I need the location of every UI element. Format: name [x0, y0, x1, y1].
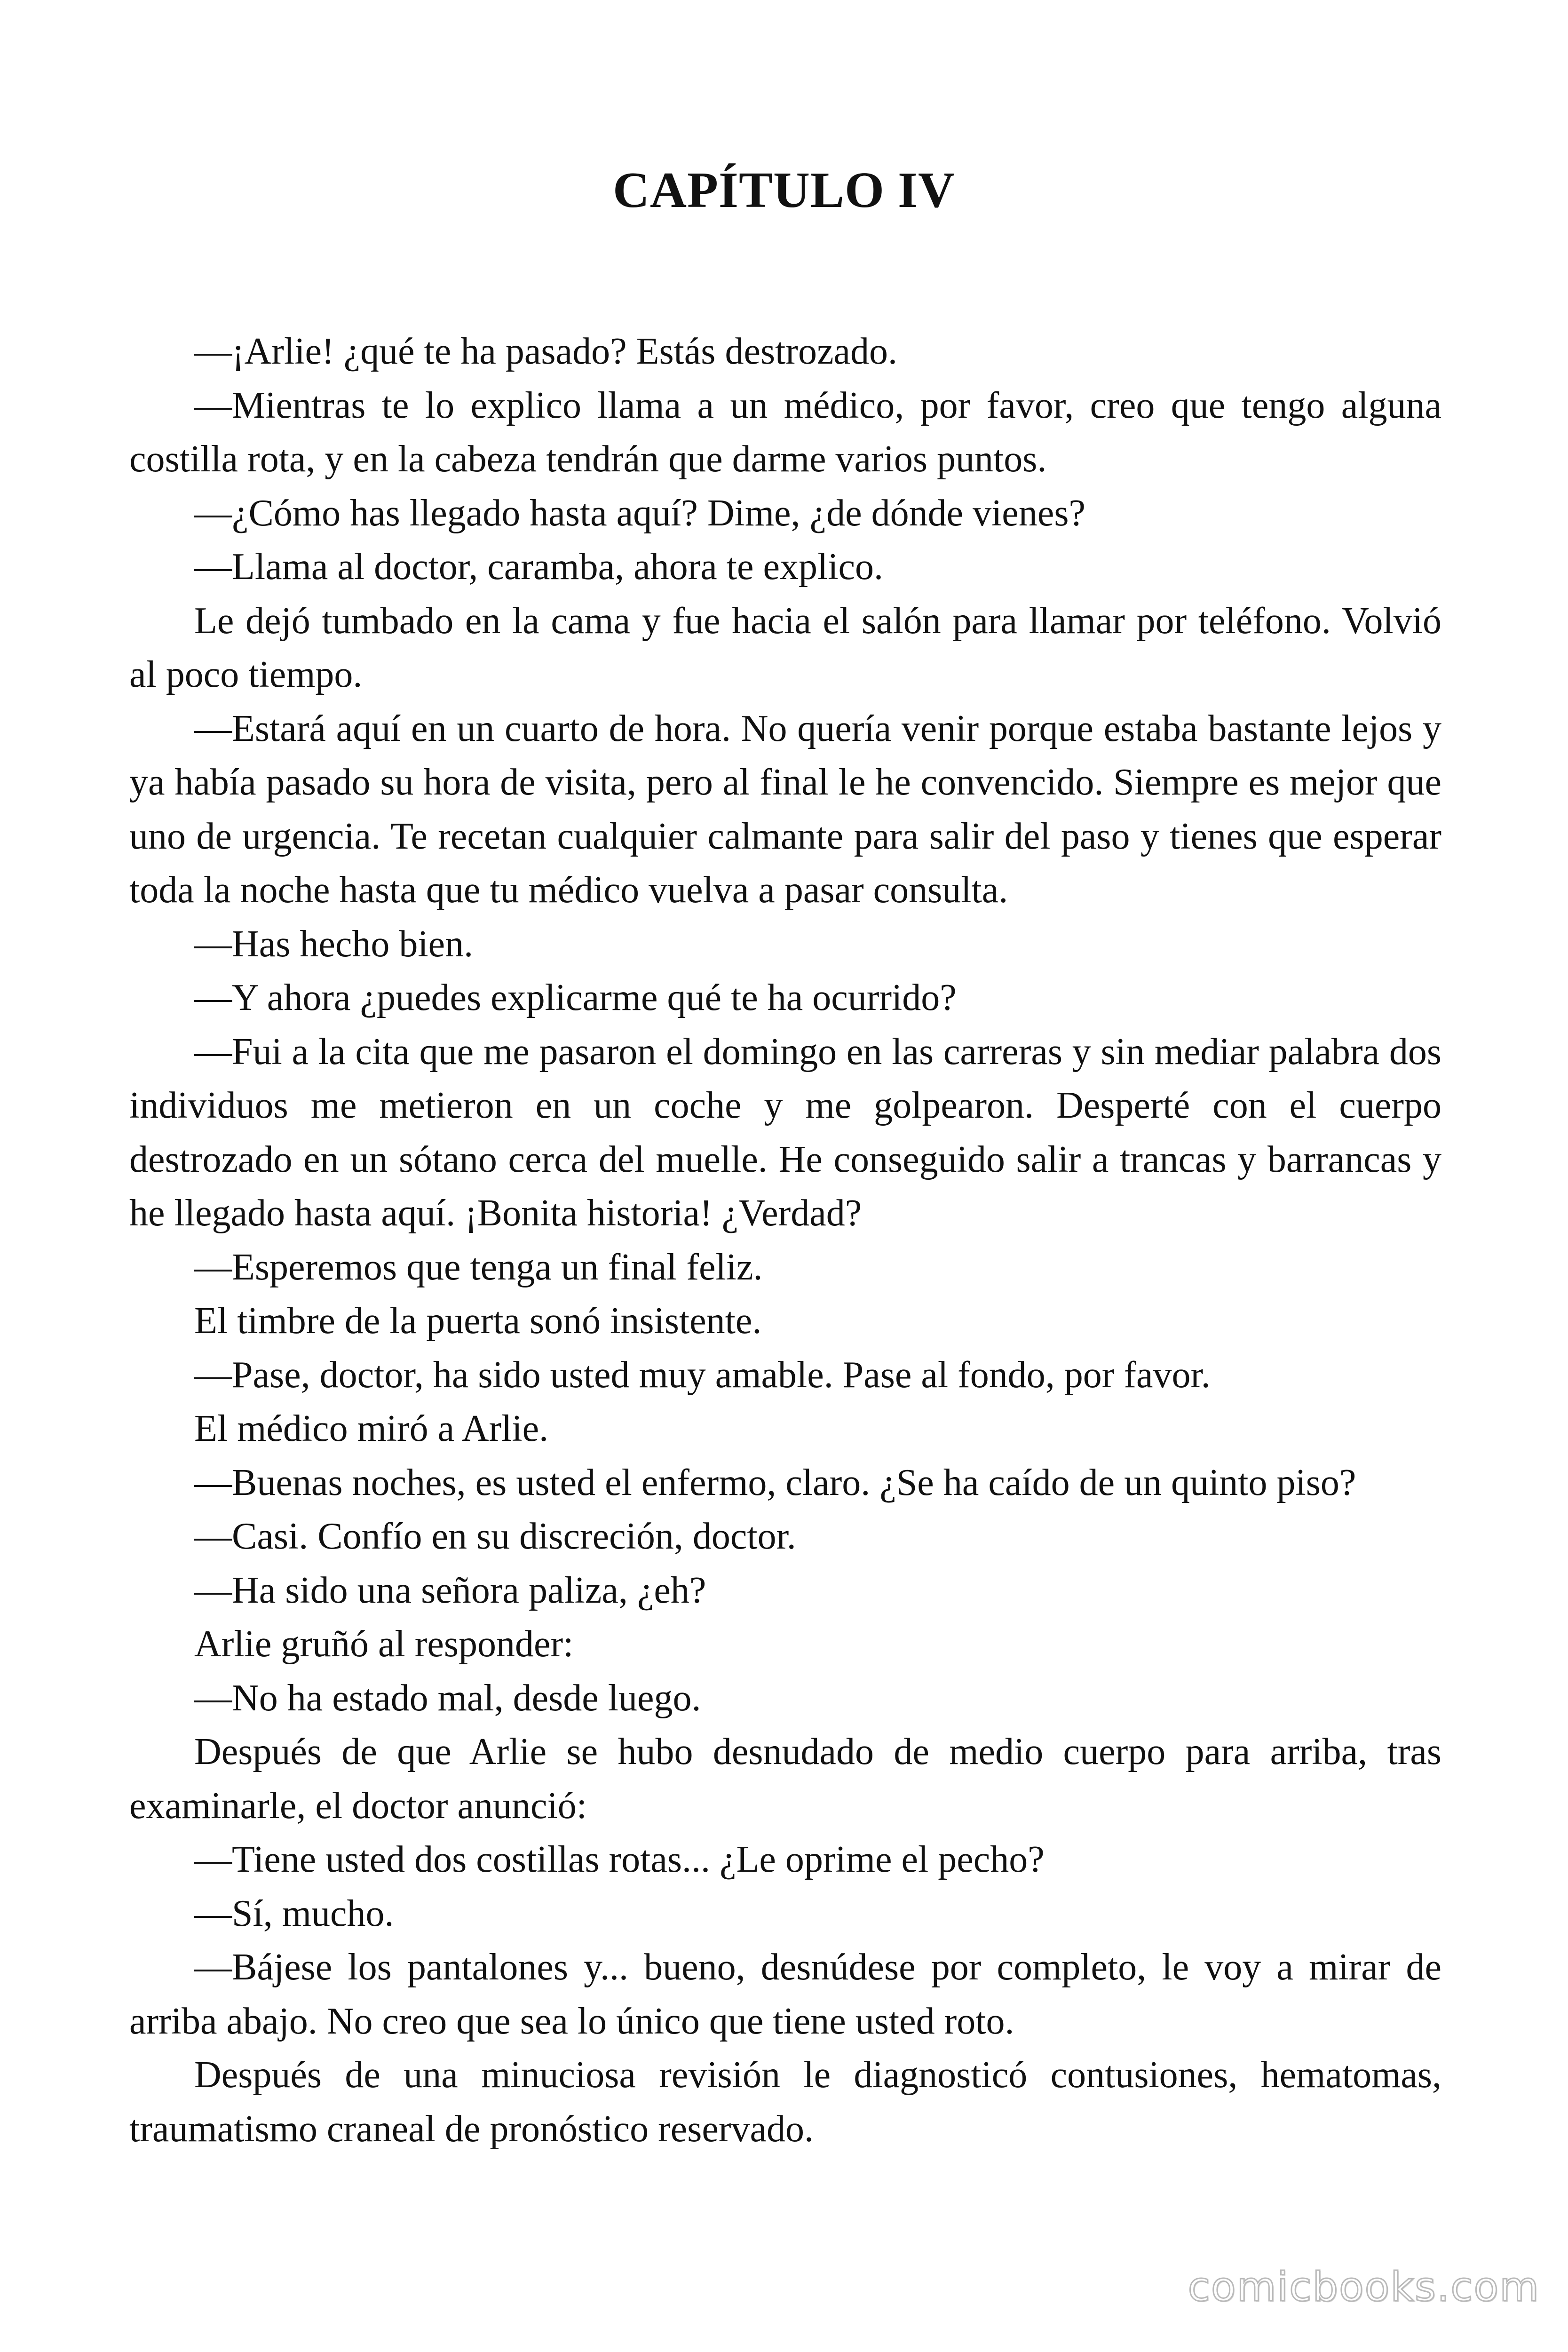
paragraph: —No ha estado mal, desde luego. — [194, 1677, 701, 1719]
paragraph: —Casi. Confío en su discreción, doctor. — [194, 1516, 796, 1557]
paragraph: Después de una minuciosa revisión le diagnosticó contusiones, hematomas, traumatismo craneal de pronóstico reservado. — [129, 2054, 1441, 2150]
paragraph: Arlie gruñó al responder: — [194, 1623, 574, 1665]
paragraph: —Has hecho bien. — [194, 923, 474, 965]
paragraph: —Estará aquí en un cuarto de hora. No quería venir porque estaba bastante lejos y ya había pasado su hora de visita, pero al final le he convencido. Siempre es mejor que uno de urgencia. Te recetan cualquier calmante para salir del paso y tienes que esperar toda la noche hasta que tu médico vuelva a pasar consulta. — [129, 707, 1441, 911]
paragraph: —Sí, mucho. — [194, 1892, 394, 1934]
paragraph: El timbre de la puerta sonó insistente. — [194, 1300, 762, 1342]
chapter-title: CAPÍTULO IV — [612, 162, 956, 218]
watermark: comicbooks.com — [1188, 2264, 1540, 2311]
paragraph: —Pase, doctor, ha sido usted muy amable. Pase al fondo, por favor. — [194, 1354, 1211, 1396]
paragraph: —Fui a la cita que me pasaron el domingo en las carreras y sin mediar palabra dos individuos me metieron en un coche y me golpearon. Desperté con el cuerpo destrozado en un sótano cerca del muelle. He conseguido salir a trancas y barrancas y he llegado hasta aquí. ¡Bonita historia! ¿Verdad? — [129, 1031, 1441, 1234]
paragraph: —¡Arlie! ¿qué te ha pasado? Estás destrozado. — [194, 331, 897, 372]
paragraph: —Bájese los pantalones y... bueno, desnúdese por completo, le voy a mirar de arriba abajo. No creo que sea lo único que tiene usted roto. — [129, 1947, 1441, 2042]
body-text — [129, 325, 1441, 2156]
paragraph: El médico miró a Arlie. — [194, 1408, 549, 1449]
paragraph: —Ha sido una señora paliza, ¿eh? — [194, 1569, 706, 1611]
paragraph: —Mientras te lo explico llama a un médico, por favor, creo que tengo alguna costilla rota, y en la cabeza tendrán que darme varios puntos. — [129, 384, 1441, 480]
paragraph: —¿Cómo has llegado hasta aquí? Dime, ¿de dónde vienes? — [194, 492, 1085, 534]
paragraph: —Y ahora ¿puedes explicarme qué te ha ocurrido? — [194, 977, 957, 1018]
paragraph: —Llama al doctor, caramba, ahora te explico. — [194, 546, 883, 588]
paragraph: Le dejó tumbado en la cama y fue hacia el salón para llamar por teléfono. Volvió al poco tiempo. — [129, 600, 1441, 695]
paragraph: —Esperemos que tenga un final feliz. — [194, 1246, 763, 1288]
paragraph: Después de que Arlie se hubo desnudado de medio cuerpo para arriba, tras examinarle, el doctor anunció: — [129, 1731, 1441, 1827]
paragraph: —Buenas noches, es usted el enfermo, claro. ¿Se ha caído de un quinto piso? — [194, 1462, 1356, 1503]
paragraph: —Tiene usted dos costillas rotas... ¿Le oprime el pecho? — [194, 1839, 1045, 1880]
